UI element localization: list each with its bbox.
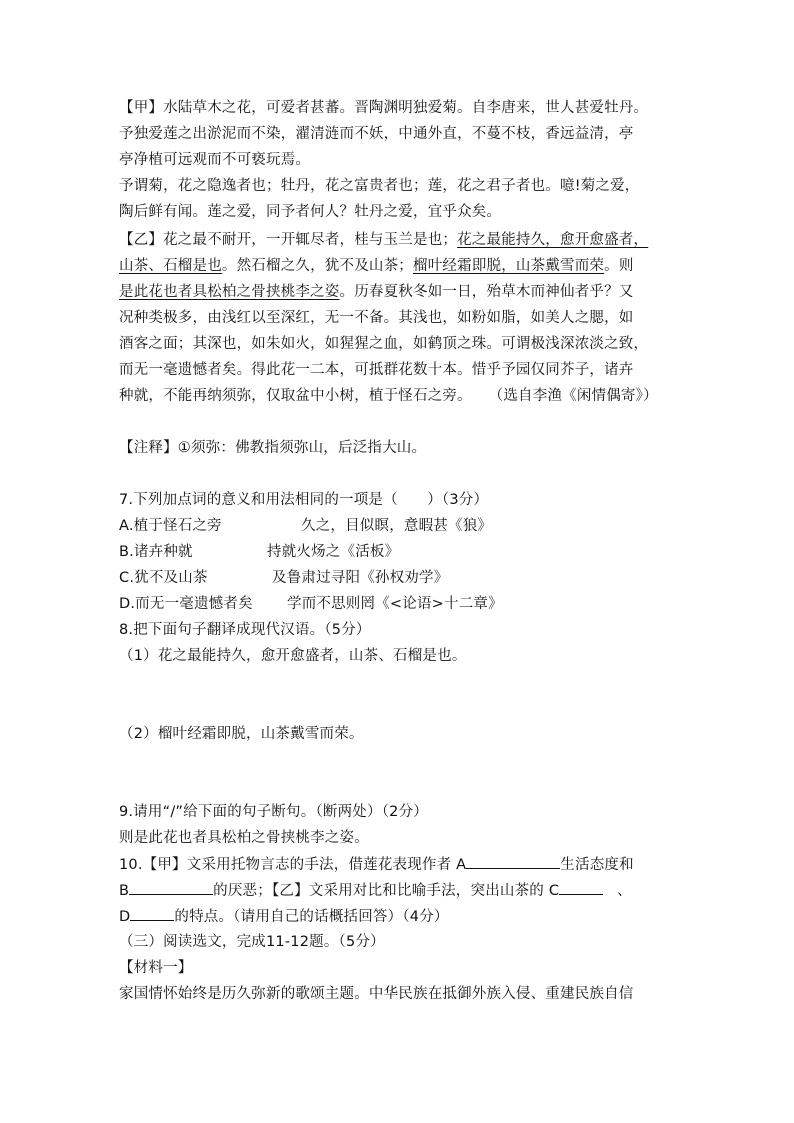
question-text: D xyxy=(119,909,131,925)
passage-yi-text: 。然石榴之久，犹不及山茶； xyxy=(221,258,414,274)
option-right: 学而不思则罔《<论语>十二章》 xyxy=(287,596,503,612)
option-right: 久之，目似瞑，意暇甚《狼》 xyxy=(301,518,493,534)
passage-jia-line-1: 【甲】水陆草木之花，可爱者甚蕃。晋陶渊明独爱菊。自李唐来，世人甚爱牡丹。 xyxy=(119,100,649,116)
passage-yi-text: 。历春夏秋冬如一日，殆草木而神仙者乎？又 xyxy=(339,284,634,300)
source-citation: （选自李渔《闲情偶寄》） xyxy=(488,388,658,404)
question-9-sentence: 则是此花也者具松柏之骨挟桃李之姿。 xyxy=(119,830,369,846)
passage-jia-line-5: 陶后鲜有闻。莲之爱，同予者何人？牡丹之爱，宜乎众矣。 xyxy=(119,204,502,220)
question-10-line-2 xyxy=(119,880,632,901)
underlined-sentence: 是此花也者具松柏之骨挟桃李之姿 xyxy=(119,284,340,300)
passage-yi-text: 【乙】花之最不耐开，一开辄尽者，桂与玉兰是也； xyxy=(119,232,458,248)
option-right: 持就火炀之《活板》 xyxy=(267,544,400,560)
underlined-sentence: 榴叶经霜即脱，山茶戴雪而荣 xyxy=(413,258,605,274)
option-right: 及鲁肃过寻阳《孙权劝学》 xyxy=(272,570,449,586)
question-10-line-1 xyxy=(119,854,634,875)
annotation-note: 【注释】①须弥：佛教指须弥山，后泛指大山。 xyxy=(119,440,427,456)
passage-jia-line-4: 予谓菊，花之隐逸者也；牡丹，花之富贵者也；莲，花之君子者也。噫!菊之爱， xyxy=(119,178,640,194)
question-text: 的特点。（请用自己的话概括回答）（4分） xyxy=(174,909,449,925)
answer-blank-b[interactable] xyxy=(129,880,213,895)
question-8-sentence-2: （2）榴叶经霜即脱，山茶戴雪而荣。 xyxy=(119,726,364,742)
option-left: B.诸卉种就 xyxy=(119,544,193,560)
question-text: B xyxy=(119,883,130,899)
passage-yi-line-6: 而无一毫遗憾者矣。得此花一二本，可抵群花数十本。惜乎予园仅同芥子，诸卉 xyxy=(119,362,634,378)
question-text: 生活态度和 xyxy=(560,857,634,873)
passage-yi-line-4: 况种类极多，由浅红以至深红，无一不备。其浅也，如粉如脂，如美人之腮，如 xyxy=(119,310,634,326)
passage-yi-line-2 xyxy=(119,256,634,276)
answer-blank-a[interactable] xyxy=(466,854,560,869)
underlined-sentence: 山茶、石榴是也 xyxy=(119,258,222,274)
passage-yi-line-7 xyxy=(119,386,658,406)
passage-yi-line-3 xyxy=(119,282,634,302)
question-8-sentence-1: （1）花之最能持久，愈开愈盛者，山茶、石榴是也。 xyxy=(119,648,467,664)
question-text: 的厌恶；【乙】文采用对比和比喻手法，突出山茶的 C xyxy=(213,883,560,899)
passage-yi-text: 。则 xyxy=(604,258,634,274)
passage-jia-line-3: 亭净植可远观而不可亵玩焉。 xyxy=(119,152,311,168)
passage-yi-line-5: 酒客之面；其深也，如朱如火，如猩猩之血，如鹤顶之珠。可谓极浅深浓淡之致， xyxy=(119,336,649,352)
material-1-text: 家国情怀始终是历久弥新的歌颂主题。中华民族在抵御外族入侵、重建民族自信 xyxy=(119,986,634,1002)
underlined-sentence: 花之最能持久，愈开愈盛者， xyxy=(457,232,649,248)
option-left: D.而无一毫遗憾者矣 xyxy=(119,596,253,612)
passage-yi-line-1 xyxy=(119,230,648,250)
passage-yi-text: 种就，不能再纳须弥，仅取盆中小树，植于怪石之旁。 xyxy=(119,388,472,404)
question-8-stem: 8.把下面句子翻译成现代汉语。（5分） xyxy=(119,622,371,638)
question-7-option-a xyxy=(119,516,493,536)
question-text: 10.【甲】文采用托物言志的手法，借莲花表现作者 A xyxy=(119,857,467,873)
section-3-heading: （三）阅读选文，完成11-12题。（5分） xyxy=(119,934,385,950)
question-7-option-d xyxy=(119,594,503,614)
question-7-option-c xyxy=(119,568,449,588)
question-7-option-b xyxy=(119,542,400,562)
option-left: C.犹不及山茶 xyxy=(119,570,208,586)
material-1-title: 【材料一】 xyxy=(119,960,193,976)
answer-blank-d[interactable] xyxy=(130,906,174,921)
option-left: A.植于怪石之旁 xyxy=(119,518,222,534)
question-10-line-3 xyxy=(119,906,449,927)
question-text: 、 xyxy=(617,883,632,899)
question-7-stem: 7.下列加点词的意义和用法相同的一项是（ ）（3分） xyxy=(119,492,489,508)
answer-blank-c[interactable] xyxy=(559,880,603,895)
passage-jia-line-2: 予独爱莲之出淤泥而不染，濯清涟而不妖，中通外直，不蔓不枝，香远益清，亭 xyxy=(119,126,634,142)
question-9-stem: 9.请用“/”给下面的句子断句。（断两处）（2分） xyxy=(119,804,428,820)
